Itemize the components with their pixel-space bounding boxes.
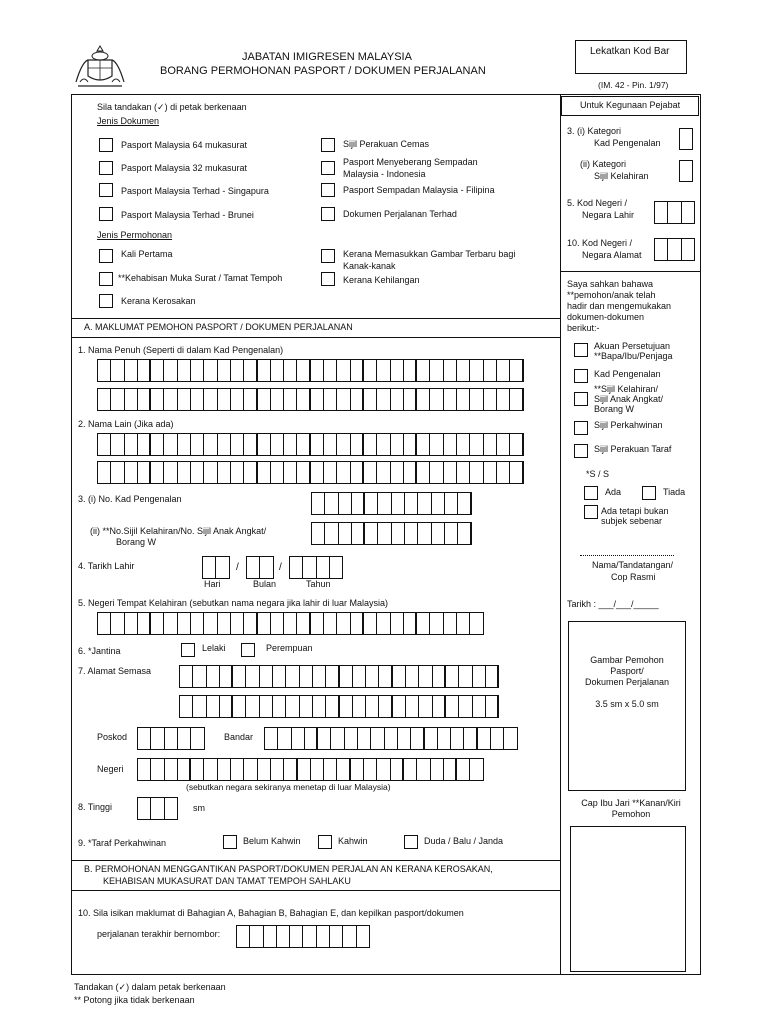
label-doc-filipina: Pasport Sempadan Malaysia - Filipina (343, 185, 495, 195)
char-cell[interactable] (356, 925, 371, 948)
char-cell[interactable] (329, 556, 344, 579)
postcode-label: Poskod (97, 732, 128, 742)
barcode-label: Lekatkan Kod Bar (590, 46, 670, 57)
char-cell[interactable] (259, 556, 274, 579)
instruction-text: Sila tandakan (✓) di petak berkenaan (97, 102, 247, 112)
photo-line-4 (568, 688, 686, 699)
office-marriage: Sijil Perkahwinan (594, 420, 663, 430)
department-name: JABATAN IMIGRESEN MALAYSIA (242, 51, 412, 63)
label-app-lost: Kerana Kehilangan (343, 275, 420, 285)
label-app-expired: **Kehabisan Muka Surat / Tamat Tempoh (118, 273, 283, 283)
office-k10-b: Negara Alamat (582, 250, 642, 260)
char-cell[interactable] (457, 492, 472, 515)
office-birthcert-2: Sijil Anak Angkat/ (594, 394, 664, 404)
section-b-title-1: B. PERMOHONAN MENGGANTIKAN PASPORT/DOKUMEN PERJALAN AN KERANA KEROSAKAN, (84, 864, 493, 874)
photo-line-3: Dokumen Perjalanan (584, 677, 670, 687)
verify-line-4: dokumen-dokumen (567, 312, 645, 322)
checkbox-office-tiada[interactable] (642, 486, 656, 500)
checkbox-doc-brunei[interactable] (99, 207, 113, 221)
last-passport-input[interactable] (236, 925, 369, 948)
checkbox-office-ada[interactable] (584, 486, 598, 500)
checkbox-married[interactable] (318, 835, 332, 849)
label-doc-64: Pasport Malaysia 64 mukasurat (121, 140, 248, 150)
checkbox-app-expired[interactable] (99, 272, 113, 286)
city-input[interactable] (264, 727, 517, 750)
state-input[interactable] (137, 758, 483, 781)
office-use-title: Untuk Kegunaan Pejabat (580, 100, 681, 110)
office-k10-input[interactable] (654, 238, 694, 261)
char-cell[interactable] (485, 695, 500, 718)
label-married: Kahwin (338, 836, 368, 846)
checkbox-office-marriage[interactable] (574, 421, 588, 435)
photo-size: 3.5 sm x 5.0 sm (595, 699, 659, 709)
column-divider (560, 94, 561, 975)
birth-cert-input[interactable] (311, 522, 471, 545)
thumb-line-2: Pemohon (611, 809, 651, 819)
q4-label: 4. Tarikh Lahir (78, 561, 135, 571)
office-sign-1: Nama/Tandatangan/ (592, 560, 674, 570)
checkbox-app-first[interactable] (99, 249, 113, 263)
full-name-row-1[interactable] (97, 359, 523, 382)
postcode-input[interactable] (137, 727, 203, 750)
label-app-photo-2: Kanak-kanak (343, 261, 396, 271)
checkbox-office-birthcert[interactable] (574, 392, 588, 406)
char-cell[interactable] (503, 727, 518, 750)
state-label: Negeri (97, 764, 124, 774)
office-akuan-1: Akuan Persetujuan (594, 341, 671, 351)
char-cell[interactable] (509, 433, 524, 456)
q3i-label: 3. (i) No. Kad Pengenalan (78, 494, 182, 504)
q2-label: 2. Nama Lain (Jika ada) (78, 419, 174, 429)
verify-line-5: berikut:- (567, 323, 600, 333)
office-ada: Ada (605, 487, 622, 497)
office-k5-a: 5. Kod Negeri / (567, 198, 628, 208)
label-doc-cemas: Sijil Perakuan Cemas (343, 139, 430, 149)
section-a-title: A. MAKLUMAT PEMOHON PASPORT / DOKUMEN PERJALANAN (84, 322, 353, 332)
checkbox-male[interactable] (181, 643, 195, 657)
city-label: Bandar (224, 732, 254, 742)
dob-year-caption: Tahun (306, 579, 331, 589)
char-cell[interactable] (164, 797, 179, 820)
checkbox-doc-singapura[interactable] (99, 183, 113, 197)
char-cell[interactable] (681, 201, 696, 224)
thumbprint-box (570, 826, 686, 972)
label-doc-indonesia-1: Pasport Menyeberang Sempadan (343, 157, 478, 167)
label-doc-indonesia-2: Malaysia - Indonesia (343, 169, 426, 179)
label-doc-terhad: Dokumen Perjalanan Terhad (343, 209, 457, 219)
footer-note-2: ** Potong jika tidak berkenaan (74, 995, 195, 1005)
signature-dotted-line (580, 555, 674, 556)
section-b-title-2: KEHABISAN MUKASURAT DAN TAMAT TEMPOH SAHLAKU (103, 876, 351, 886)
photo-caption (568, 655, 686, 710)
checkbox-office-ic[interactable] (574, 369, 588, 383)
birthplace-input[interactable] (97, 612, 483, 635)
other-name-row-2[interactable] (97, 461, 523, 484)
height-unit: sm (193, 803, 205, 813)
footer-note-1: Tandakan (✓) dalam petak berkenaan (74, 982, 226, 992)
checkbox-doc-cemas[interactable] (321, 138, 335, 152)
office-divider (561, 271, 701, 272)
photo-line-1: Gambar Pemohon (590, 655, 664, 665)
verify-line-2: **pemohon/anak telah (567, 290, 656, 300)
dob-year-input[interactable] (289, 556, 342, 579)
office-ic: Kad Pengenalan (594, 369, 661, 379)
checkbox-app-photo[interactable] (321, 249, 335, 263)
office-ada-tetapi-2: subjek sebenar (601, 516, 663, 526)
ic-number-input[interactable] (311, 492, 471, 515)
office-sign-2: Cop Rasmi (611, 572, 656, 582)
char-cell[interactable] (215, 556, 230, 579)
other-name-row-1[interactable] (97, 433, 523, 456)
label-app-first: Kali Pertama (121, 249, 173, 259)
checkbox-doc-terhad[interactable] (321, 207, 335, 221)
verify-line-1: Saya sahkan bahawa (567, 279, 654, 289)
coat-of-arms-logo (72, 42, 128, 90)
char-cell[interactable] (469, 612, 484, 635)
label-male: Lelaki (202, 643, 226, 653)
checkbox-doc-32[interactable] (99, 161, 113, 175)
office-taraf: Sijil Perakuan Taraf (594, 444, 672, 454)
dob-slash-1: / (236, 562, 239, 573)
q10-label-1: 10. Sila isikan maklumat di Bahagian A, Bahagian B, Bahagian E, dan kepilkan pasport/dokumen (78, 908, 464, 918)
char-cell[interactable] (509, 388, 524, 411)
label-app-photo-1: Kerana Memasukkan Gambar Terbaru bagi (343, 249, 516, 259)
jenis-permohonan-label: Jenis Permohonan (97, 230, 173, 240)
char-cell[interactable] (681, 238, 696, 261)
checkbox-widowed[interactable] (404, 835, 418, 849)
office-k3i-box[interactable] (679, 128, 693, 150)
dob-day-caption: Hari (204, 579, 221, 589)
full-name-row-2[interactable] (97, 388, 523, 411)
office-k3ii-a: (ii) Kategori (580, 159, 627, 169)
char-cell[interactable] (457, 522, 472, 545)
office-k10-a: 10. Kod Negeri / (567, 238, 633, 248)
office-tiada: Tiada (663, 487, 686, 497)
q10-label-2: perjalanan terakhir bernombor: (97, 929, 221, 939)
office-k5-input[interactable] (654, 201, 694, 224)
form-title: BORANG PERMOHONAN PASPORT / DOKUMEN PERJALANAN (160, 65, 486, 77)
state-note: (sebutkan negara sekiranya menetap di luar Malaysia) (186, 782, 391, 792)
office-k3ii-b: Sijil Kelahiran (594, 171, 649, 181)
checkbox-female[interactable] (241, 643, 255, 657)
office-date: Tarikh : ___/___/_____ (567, 599, 659, 609)
thumb-caption (562, 798, 700, 820)
form-code: (IM. 42 - Pin. 1/97) (598, 80, 669, 90)
height-input[interactable] (137, 797, 177, 820)
label-doc-singapura: Pasport Malaysia Terhad - Singapura (121, 186, 269, 196)
char-cell[interactable] (485, 665, 500, 688)
q7-label: 7. Alamat Semasa (78, 666, 152, 676)
office-k3i-b: Kad Pengenalan (594, 138, 661, 148)
photo-line-2: Pasport/ (610, 666, 644, 676)
q8-label: 8. Tinggi (78, 802, 113, 812)
office-k3ii-box[interactable] (679, 160, 693, 182)
checkbox-office-ada-tetapi[interactable] (584, 505, 598, 519)
q5-label: 5. Negeri Tempat Kelahiran (sebutkan nama negara jika lahir di luar Malaysia) (78, 598, 388, 608)
char-cell[interactable] (190, 727, 205, 750)
checkbox-single[interactable] (223, 835, 237, 849)
checkbox-app-lost[interactable] (321, 272, 335, 286)
label-single: Belum Kahwin (243, 836, 301, 846)
q3ii-label: (ii) **No.Sijil Kelahiran/No. Sijil Anak Angkat/ (90, 526, 267, 536)
address-row-2[interactable] (179, 695, 498, 718)
label-female: Perempuan (266, 643, 313, 653)
office-birthcert-3: Borang W (594, 404, 635, 414)
dob-month-caption: Bulan (253, 579, 277, 589)
label-app-damaged: Kerana Kerosakan (121, 296, 196, 306)
dob-day-input[interactable] (202, 556, 229, 579)
label-widowed: Duda / Balu / Janda (424, 836, 504, 846)
verify-line-3: hadir dan mengemukakan (567, 301, 672, 311)
checkbox-doc-64[interactable] (99, 138, 113, 152)
label-doc-32: Pasport Malaysia 32 mukasurat (121, 163, 248, 173)
office-ada-tetapi-1: Ada tetapi bukan (601, 506, 669, 516)
dob-slash-2: / (279, 562, 282, 573)
address-row-1[interactable] (179, 665, 498, 688)
q6-label: 6. *Jantina (78, 646, 121, 656)
checkbox-office-akuan[interactable] (574, 343, 588, 357)
label-doc-brunei: Pasport Malaysia Terhad - Brunei (121, 210, 254, 220)
char-cell[interactable] (509, 359, 524, 382)
char-cell[interactable] (509, 461, 524, 484)
jenis-dokumen-label: Jenis Dokumen (97, 116, 160, 126)
checkbox-office-taraf[interactable] (574, 444, 588, 458)
checkbox-doc-filipina[interactable] (321, 183, 335, 197)
q3ii-label-b: Borang W (116, 537, 157, 547)
office-k3i-a: 3. (i) Kategori (567, 126, 622, 136)
q1-label: 1. Nama Penuh (Seperti di dalam Kad Pengenalan) (78, 345, 284, 355)
office-ss: *S / S (586, 469, 610, 479)
office-k5-b: Negara Lahir (582, 210, 635, 220)
checkbox-app-damaged[interactable] (99, 294, 113, 308)
thumb-line-1: Cap Ibu Jari **Kanan/Kiri (581, 798, 681, 808)
q9-label: 9. *Taraf Perkahwinan (78, 838, 167, 848)
office-akuan-2: **Bapa/Ibu/Penjaga (594, 351, 673, 361)
dob-month-input[interactable] (246, 556, 273, 579)
char-cell[interactable] (469, 758, 484, 781)
office-birthcert-1: **Sijil Kelahiran/ (594, 384, 659, 394)
checkbox-doc-indonesia[interactable] (321, 161, 335, 175)
